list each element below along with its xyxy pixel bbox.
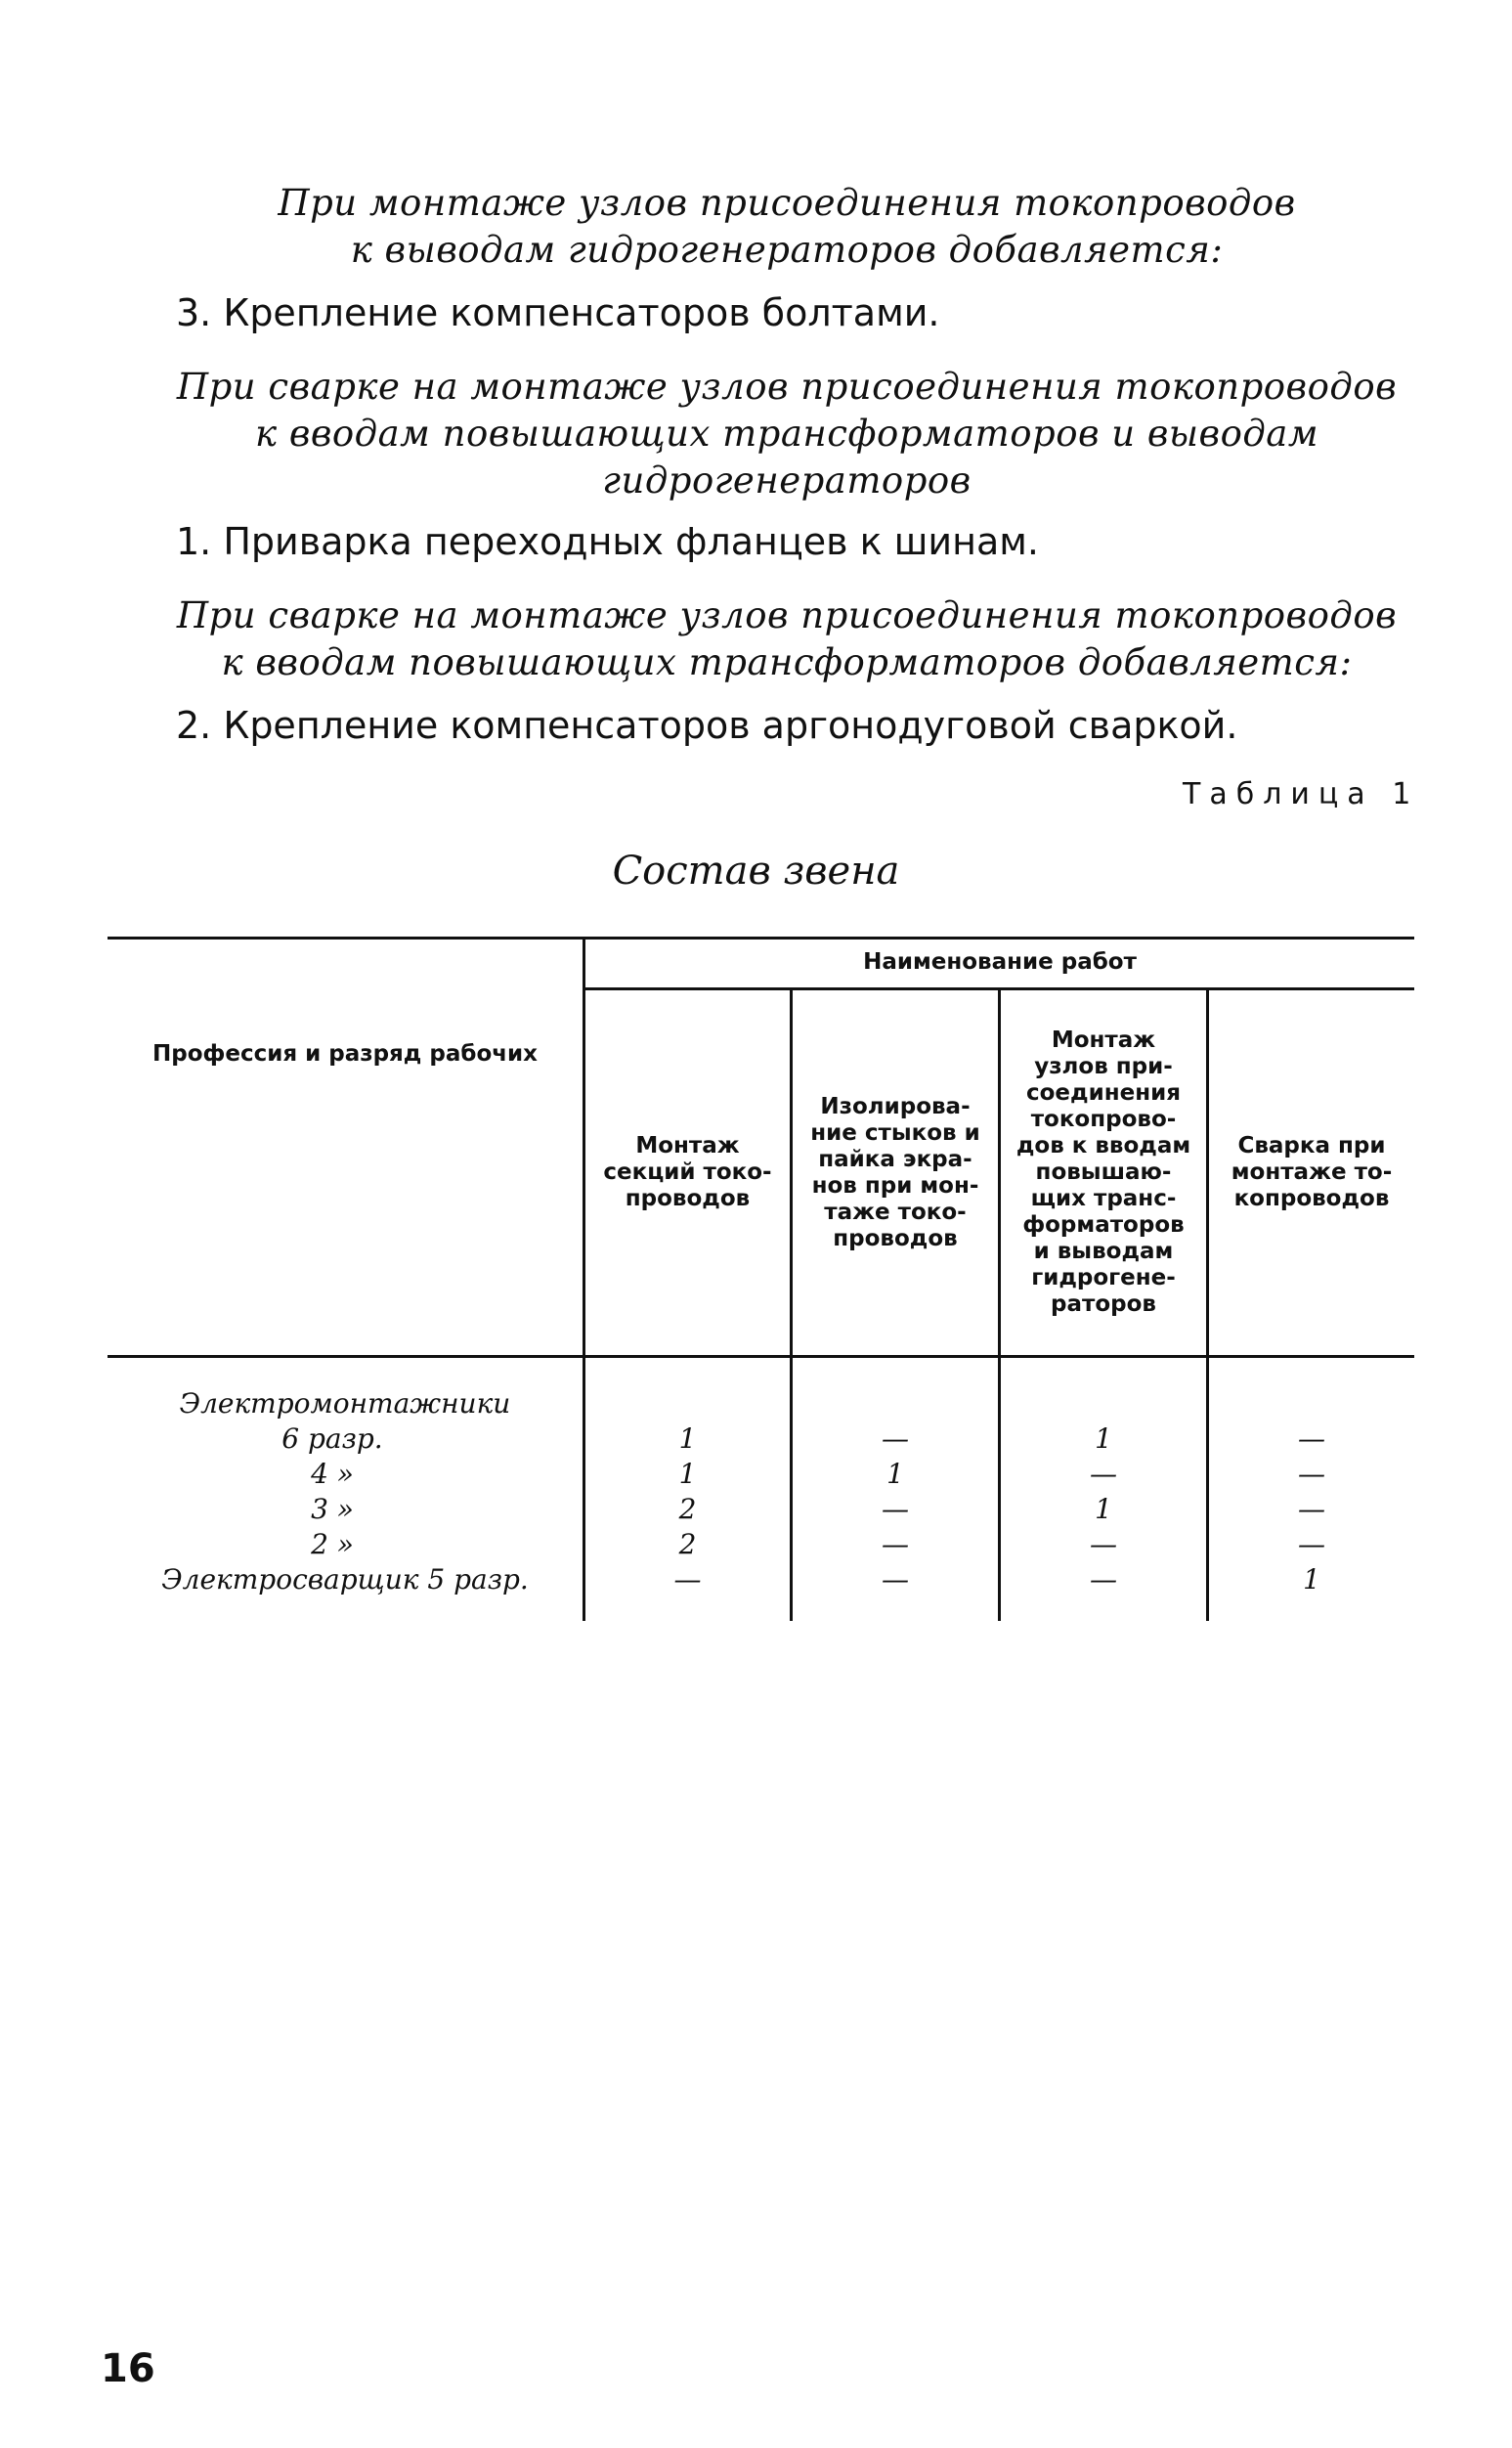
table-cell: — xyxy=(882,1493,909,1525)
header-line: таже токо- xyxy=(824,1199,967,1225)
header-line: дов к вводам xyxy=(1015,1133,1191,1158)
table-cell: — xyxy=(882,1422,909,1455)
table-cell: — xyxy=(1298,1458,1325,1490)
header-line: форматоров xyxy=(1022,1212,1185,1238)
table-cell: 1 xyxy=(1095,1422,1112,1455)
header-line: Изолирова- xyxy=(820,1093,971,1119)
header-line: секций токо- xyxy=(603,1159,772,1185)
table-cell: 2 xyxy=(678,1493,697,1525)
list-item-2: 2. Крепление компенсаторов аргонодуговой сваркой. xyxy=(176,704,1238,747)
table-cell: 1 xyxy=(1303,1563,1320,1596)
table-cell: — xyxy=(882,1528,909,1560)
header-line: нов при мон- xyxy=(811,1172,979,1199)
list-item-3: 3. Крепление компенсаторов болтами. xyxy=(176,291,940,334)
table-cell: — xyxy=(1298,1493,1325,1525)
section-heading-3 xyxy=(161,592,1412,686)
heading-line: гидрогенераторов xyxy=(602,459,972,502)
table-cell: — xyxy=(1090,1563,1117,1596)
header-line: ние стыков и xyxy=(810,1119,980,1146)
header-line: Монтаж xyxy=(1051,1027,1156,1053)
table-cell: — xyxy=(1298,1422,1325,1455)
table-cell: — xyxy=(1090,1458,1117,1490)
header-line: пайка экра- xyxy=(818,1146,972,1172)
table-cell: — xyxy=(1090,1528,1117,1560)
header-line: проводов xyxy=(833,1225,958,1251)
header-line: и выводам xyxy=(1033,1239,1174,1264)
table-title: Состав звена xyxy=(612,849,900,894)
heading-line: При сварке на монтаже узлов присоединения токопроводов xyxy=(176,594,1398,636)
heading-line: При монтаже узлов присоединения токопроводов xyxy=(278,182,1296,224)
header-col-3 xyxy=(1001,990,1206,1355)
table-cell: 1 xyxy=(678,1458,697,1490)
header-line: Монтаж xyxy=(635,1133,740,1158)
header-profession xyxy=(108,937,583,1171)
table-cell: 1 xyxy=(886,1458,904,1490)
table-cell: — xyxy=(673,1563,702,1596)
table-cell: 1 xyxy=(1095,1493,1112,1525)
group-label: Электромонтажники xyxy=(179,1387,511,1420)
header-profession-text: Профессия и разряд рабочих xyxy=(152,1040,538,1067)
row-label: 2 » xyxy=(311,1528,354,1560)
row-label: 6 разр. xyxy=(281,1422,383,1455)
table-cell: — xyxy=(1298,1528,1325,1560)
header-line: гидрогене- xyxy=(1031,1265,1176,1290)
header-works xyxy=(585,937,1414,987)
header-works-text: Наименование работ xyxy=(863,948,1137,975)
heading-line: При сварке на монтаже узлов присоединения токопроводов xyxy=(176,366,1398,408)
row-label: 3 » xyxy=(311,1493,354,1525)
crew-table xyxy=(108,937,1414,1621)
header-line: щих транс- xyxy=(1030,1186,1177,1211)
header-line: Сварка при xyxy=(1237,1133,1386,1158)
table-header-rule xyxy=(108,1355,1414,1358)
header-line: токопрово- xyxy=(1030,1107,1177,1132)
header-line: раторов xyxy=(1051,1291,1156,1317)
section-heading-1 xyxy=(161,180,1412,274)
table-cell: 2 xyxy=(678,1528,697,1560)
header-line: повышаю- xyxy=(1035,1159,1172,1185)
heading-line: к вводам повышающих трансформаторов и выводам xyxy=(254,413,1319,455)
row-label: 4 » xyxy=(311,1458,354,1490)
header-line: проводов xyxy=(625,1186,751,1211)
header-col-2 xyxy=(793,990,998,1355)
heading-line: к вводам повышающих трансформаторов добавляется: xyxy=(221,641,1353,683)
header-line: копроводов xyxy=(1233,1186,1390,1211)
list-item-1: 1. Приварка переходных фланцев к шинам. xyxy=(176,520,1039,563)
row-label: Электросварщик 5 разр. xyxy=(161,1563,529,1596)
header-line: монтаже то- xyxy=(1231,1159,1393,1185)
heading-line: к выводам гидрогенераторов добавляется: xyxy=(350,229,1224,271)
section-heading-2 xyxy=(161,364,1412,504)
header-col-1 xyxy=(585,990,790,1355)
table-cell: — xyxy=(882,1563,909,1596)
table-cell: 1 xyxy=(678,1422,697,1455)
header-line: соединения xyxy=(1026,1080,1181,1106)
header-line: узлов при- xyxy=(1034,1054,1173,1079)
header-col-4 xyxy=(1209,990,1414,1355)
table-label: Таблица 1 xyxy=(1183,777,1420,811)
page-number: 16 xyxy=(101,2346,155,2391)
